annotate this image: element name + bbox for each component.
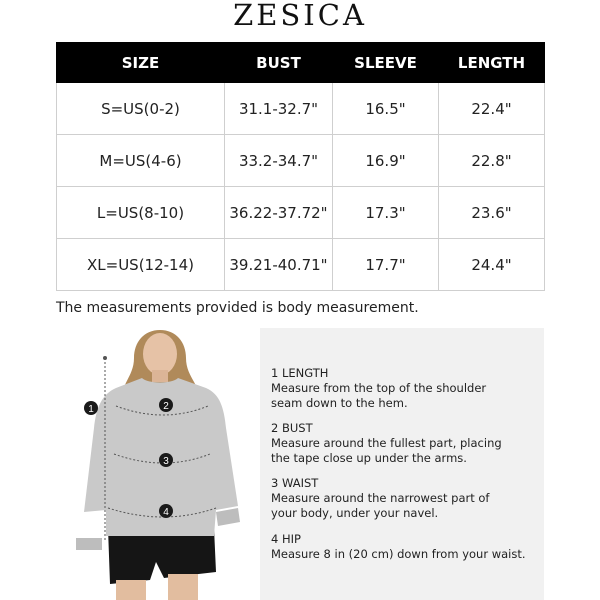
header-sleeve: SLEEVE: [333, 43, 439, 83]
guide-desc-line: Measure from the top of the shoulder: [271, 381, 487, 395]
header-length: LENGTH: [439, 43, 545, 83]
cell-sleeve: 17.3": [333, 187, 439, 239]
model-neck: [152, 370, 168, 382]
guide-desc-line: Measure around the fullest part, placing: [271, 436, 502, 450]
model-measurement-figure: [56, 328, 256, 600]
cell-bust: 39.21-40.71": [225, 239, 333, 291]
guide-title: 2 BUST: [271, 421, 313, 435]
model-right-cuff: [216, 508, 240, 526]
brand-logo: ZESICA: [233, 0, 367, 32]
guide-desc-line: Measure around the narrowest part of: [271, 491, 490, 505]
model-illustration: [56, 328, 256, 600]
guide-desc-line: Measure 8 in (20 cm) down from your waist.: [271, 547, 526, 561]
cell-sleeve: 16.9": [333, 135, 439, 187]
svg-text:4: 4: [163, 507, 169, 518]
cell-bust: 31.1-32.7": [225, 83, 333, 135]
model-left-leg: [116, 580, 146, 600]
guide-desc-line: the tape close up under the arms.: [271, 451, 467, 465]
marker-3: [159, 453, 173, 467]
marker-1: [84, 401, 98, 415]
guide-title: 1 LENGTH: [271, 366, 329, 380]
guide-item-hip: [271, 532, 535, 562]
cell-size: M=US(4-6): [57, 135, 225, 187]
header-bust: BUST: [225, 43, 333, 83]
svg-text:1: 1: [88, 404, 94, 415]
guide-title: 3 WAIST: [271, 476, 319, 490]
guide-title: 4 HIP: [271, 532, 301, 546]
cell-size: XL=US(12-14): [57, 239, 225, 291]
cell-sleeve: 16.5": [333, 83, 439, 135]
model-left-cuff: [76, 538, 102, 550]
cell-length: 23.6": [439, 187, 545, 239]
svg-text:2: 2: [163, 401, 169, 412]
guide-item-bust: [271, 421, 535, 466]
cell-bust: 33.2-34.7": [225, 135, 333, 187]
guide-desc-line: seam down to the hem.: [271, 396, 408, 410]
table-row: [57, 135, 545, 187]
guide-desc-line: your body, under your navel.: [271, 506, 439, 520]
cell-sleeve: 17.7": [333, 239, 439, 291]
table-header-row: [57, 43, 545, 83]
size-chart-table: [56, 42, 545, 291]
model-right-leg: [168, 574, 198, 600]
marker-4: [159, 504, 173, 518]
cell-length: 22.8": [439, 135, 545, 187]
guide-item-length: [271, 366, 535, 411]
cell-bust: 36.22-37.72": [225, 187, 333, 239]
guide-item-waist: [271, 476, 535, 521]
cell-length: 22.4": [439, 83, 545, 135]
marker-2: [159, 398, 173, 412]
measurement-note: The measurements provided is body measurement.: [56, 300, 419, 316]
cell-length: 24.4": [439, 239, 545, 291]
cell-size: L=US(8-10): [57, 187, 225, 239]
header-size: SIZE: [57, 43, 225, 83]
cell-size: S=US(0-2): [57, 83, 225, 135]
svg-text:3: 3: [163, 456, 169, 467]
measurement-guide-panel: [260, 328, 544, 600]
table-row: [57, 239, 545, 291]
model-face: [143, 333, 177, 375]
model-shorts: [108, 528, 216, 584]
table-row: [57, 187, 545, 239]
table-row: [57, 83, 545, 135]
